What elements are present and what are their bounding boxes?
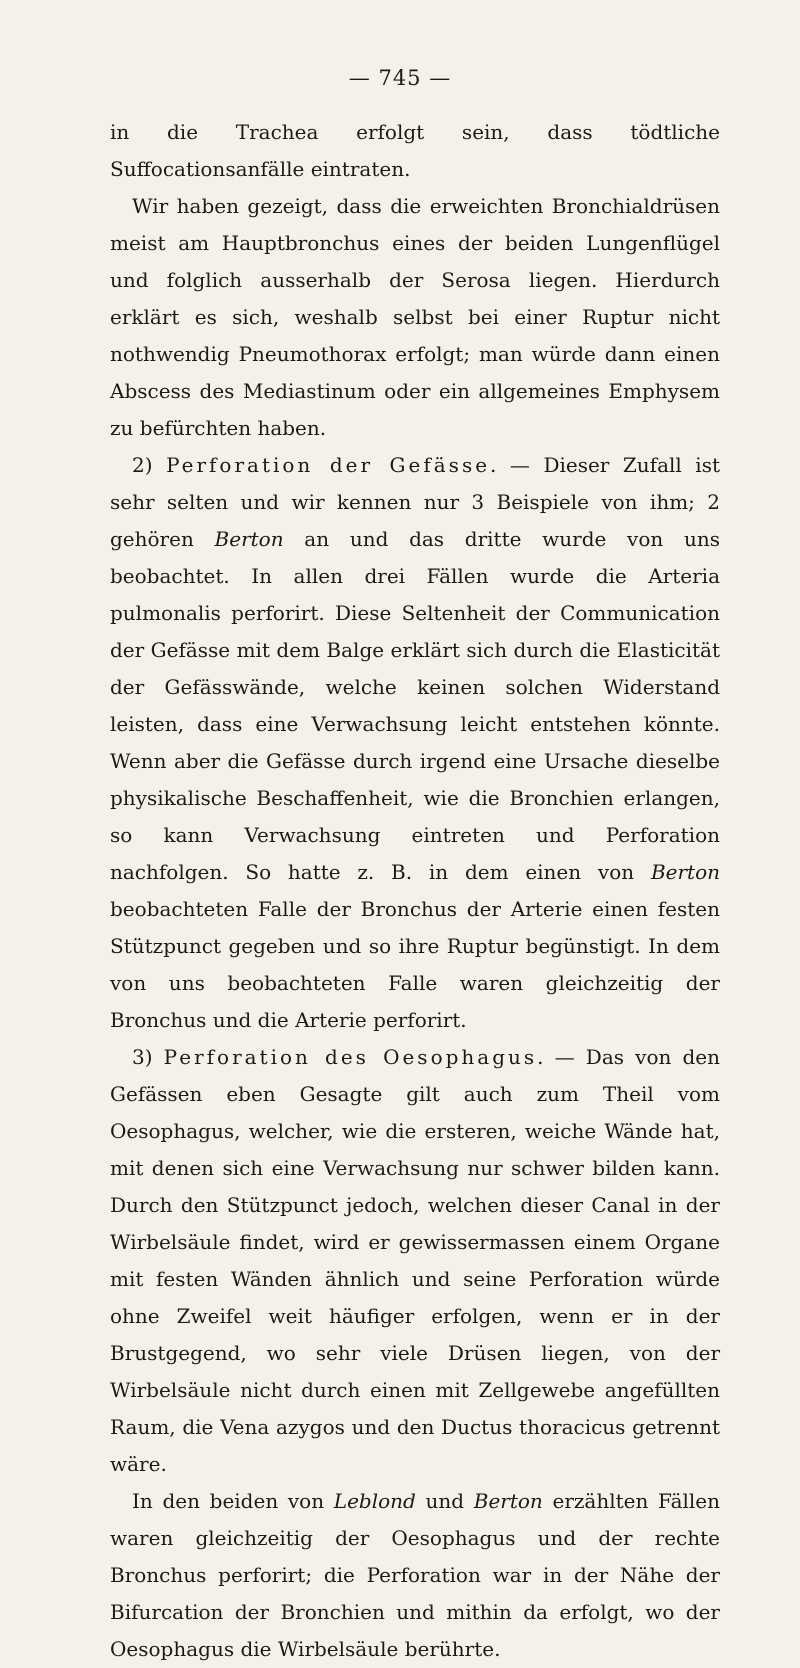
author-name: Berton xyxy=(214,527,284,551)
section-heading: Perforation des Oesophagus xyxy=(163,1045,538,1069)
section-number: 3) xyxy=(132,1045,164,1069)
text-run: . — Das von den Gefässen eben Gesagte gilt auch zum Theil vom Oesophagus, welcher, wie die ersteren, weiche Wände hat, mit denen sich eine Verwachsung nur schwer bilden kann. Durch den Stützpunct jedoch, welchen dieser Canal in der Wirbelsäule findet, wird er gewissermassen einem Organe mit festen Wänden ähnlich und seine Perforation würde ohne Zweifel weit häufiger erfolgen, wenn er in der Brustgegend, wo sehr viele Drüsen liegen, von der Wirbelsäule nicht durch einen mit Zellgewebe angefüllten Raum, die Vena azygos und den Ductus thoracicus getrennt wäre. xyxy=(110,1045,721,1476)
text-run: beobachteten Falle der Bronchus der Arterie einen festen Stützpunct gegeben und so ihre Ruptur begünstigt. In dem von uns beobachteten Falle waren gleichzeitig der Bronchus und die Arterie perforirt. xyxy=(110,897,720,1032)
section-number: 2) xyxy=(132,453,167,477)
text-run: In den beiden von xyxy=(132,1489,334,1513)
text-run: an und das dritte wurde von uns beobachtet. In allen drei Fällen wurde die Arteria pulmonalis perforirt. Diese Seltenheit der Communication der Gefässe mit dem Balge erklärt sich durch die Elasticität der Gefässwände, welche keinen solchen Widerstand leisten, dass eine Verwachsung leicht entstehen könnte. Wenn aber die Gefässe durch irgend eine Ursache dieselbe physikalische Beschaffenheit, wie die Bronchien erlangen, so kann Verwachsung eintreten und Perforation nachfolgen. So hatte z. B. in dem einen von xyxy=(110,527,720,884)
author-name: Berton xyxy=(650,860,720,884)
page-number: — 745 — xyxy=(348,66,452,90)
text-run: und xyxy=(415,1489,474,1513)
text-run: . — Dieser Zufall ist sehr selten und wir kennen nur 3 Beispiele von ihm; 2 gehören xyxy=(110,453,721,551)
author-name: Berton xyxy=(473,1489,543,1513)
paragraph xyxy=(110,1483,720,1668)
paragraph xyxy=(110,188,720,447)
text-run: Wir haben gezeigt, dass die erweichten Bronchialdrüsen meist am Hauptbronchus eines der beiden Lungenflügel und folglich ausserhalb der Serosa liegen. Hierdurch erklärt es sich, weshalb selbst bei einer Ruptur nicht nothwendig Pneumothorax erfolgt; man würde dann einen Abscess des Mediastinum oder ein allgemeines Emphysem zu befürchten haben. xyxy=(110,194,720,440)
paragraph xyxy=(110,114,720,188)
section-perforation-oesophagus xyxy=(110,1039,720,1483)
text-run: in die Trachea erfolgt sein, dass tödtliche Suffocationsanfälle eintraten. xyxy=(110,120,720,181)
section-perforation-vessels xyxy=(110,447,720,1039)
author-name: Leblond xyxy=(333,1489,416,1513)
text-run: erzählten Fällen waren gleichzeitig der Oesophagus und der rechte Bronchus perforirt; die Perforation war in der Nähe der Bifurcation der Bronchien und mithin da erfolgt, wo der Oesophagus die Wirbelsäule berührte. xyxy=(110,1489,721,1661)
section-heading: Perforation der Gefässe xyxy=(166,453,491,477)
body-text xyxy=(110,114,720,1668)
